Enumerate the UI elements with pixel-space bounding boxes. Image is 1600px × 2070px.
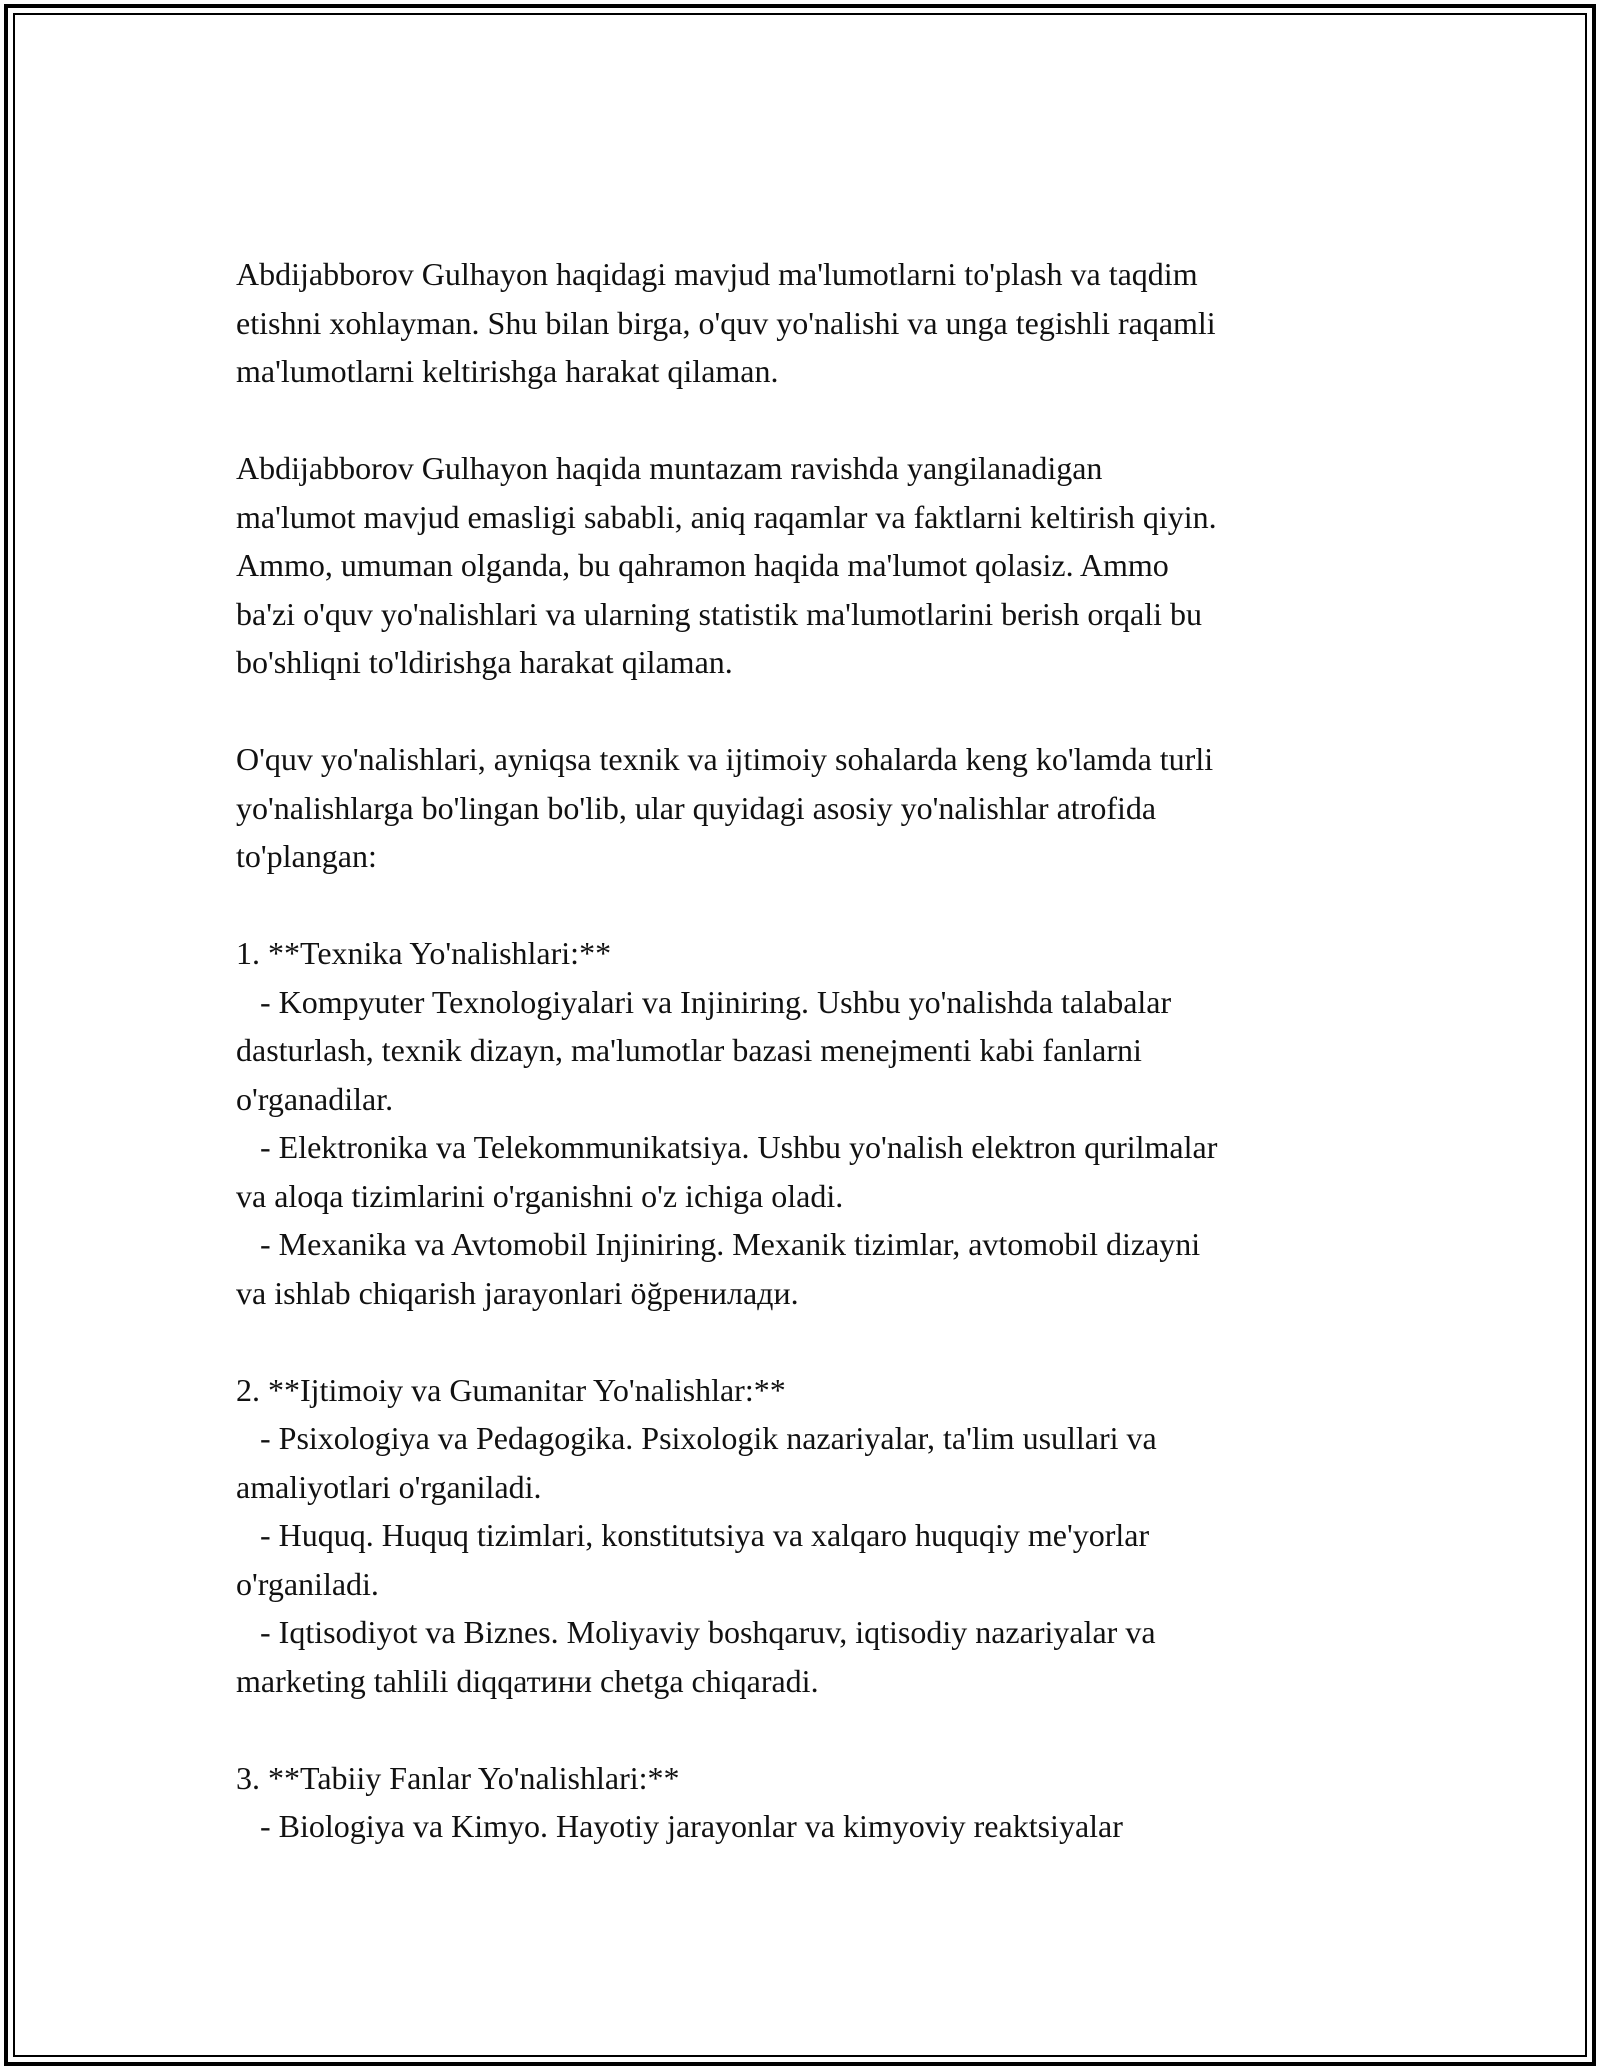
section-heading: 2. **Ijtimoiy va Gumanitar Yo'nalishlar:**: [236, 1371, 786, 1408]
list-item: - Iqtisodiyot va Biznes. Moliyaviy boshqaruv, iqtisodiy nazariyalar va marketing tahlili diqqатини chetga chiqaradi.: [236, 1614, 1156, 1699]
section-natural-sciences: [236, 1754, 1386, 1851]
list-item: - Mexanika va Avtomobil Injiniring. Mexanik tizimlar, avtomobil dizayni va ishlab chiqarish jarayonlari öğренилади.: [236, 1226, 1201, 1311]
list-item: - Kompyuter Texnologiyalari va Injiniring. Ushbu yo'nalishda talabalar dasturlash, texnik dizayn, ma'lumotlar bazasi menejmenti kabi fanlarni o'rganadilar.: [236, 983, 1172, 1117]
list-item: - Huquq. Huquq tizimlari, konstitutsiya va xalqaro huquqiy me'yorlar o'rganiladi.: [236, 1517, 1150, 1602]
paragraph-directions: O'quv yo'nalishlari, ayniqsa texnik va ijtimoiy sohalarda keng ko'lamda turli yo'nalishlarga bo'lingan bo'lib, ular quyidagi asosiy yo'nalishlar atrofida to'plangan:: [236, 741, 1214, 874]
section-heading: 1. **Texnika Yo'nalishlari:**: [236, 935, 612, 971]
list-item: - Elektronika va Telekommunikatsiya. Ushbu yo'nalish elektron qurilmalar va aloqa tizimlarini o'rganishni o'z ichiga oladi.: [236, 1129, 1218, 1214]
section-social: [236, 1366, 1386, 1706]
paragraph-intro: Abdijabborov Gulhayon haqidagi mavjud ma'lumotlarni to'plash va taqdim etishni xohlayman. Shu bilan birga, o'quv yo'nalishi va unga tegishli raqamli ma'lumotlarni keltirishga harakat qilaman.: [236, 256, 1216, 389]
list-item: - Biologiya va Kimyo. Hayotiy jarayonlar va kimyoviy reaktsiyalar: [236, 1808, 1123, 1844]
section-heading: 3. **Tabiiy Fanlar Yo'nalishlari:**: [236, 1759, 680, 1796]
section-technical: [236, 929, 1386, 1317]
list-item: - Psixologiya va Pedagogika. Psixologik nazariyalar, ta'lim usullari va amaliyotlari o'rganiladi.: [236, 1420, 1157, 1505]
paragraph-no-data: Abdijabborov Gulhayon haqida muntazam ravishda yangilanadigan ma'lumot mavjud emasligi sababli, aniq raqamlar va faktlarni keltirish qiyin. Ammo, umuman olganda, bu qahramon haqida ma'lumot qolasiz. Ammo ba'zi o'quv yo'nalishlari va ularning statistik ma'lumotlarini berish orqali bu bo'shliqni to'ldirishga harakat qilaman.: [236, 450, 1217, 680]
document-body: [236, 250, 1386, 1851]
